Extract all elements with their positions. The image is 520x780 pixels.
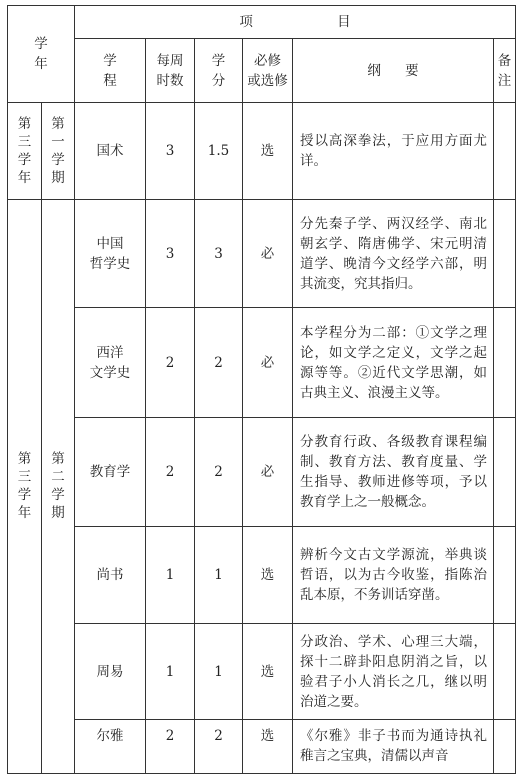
credits: 1 xyxy=(195,527,243,624)
credits: 1 xyxy=(195,624,243,720)
table-row xyxy=(8,624,516,720)
semester-cell xyxy=(42,103,75,200)
course-name: 尔雅 xyxy=(75,720,146,774)
year-label: 第三学年 xyxy=(17,451,32,521)
notes-cell xyxy=(494,527,516,624)
notes-cell xyxy=(494,308,516,418)
required-type: 必 xyxy=(243,200,293,308)
course-name: 中国 哲学史 xyxy=(75,200,146,308)
course-outline: 分政治、学术、心理三大端，探十二辟卦阳息阴消之旨，以验君子小人消长之几，继以明治道之要。 xyxy=(293,624,494,720)
course-name: 教育学 xyxy=(75,418,146,527)
semester-label: 第一学期 xyxy=(51,115,65,186)
notes-cell xyxy=(494,103,516,200)
header-required: 必修 或选修 xyxy=(243,39,293,103)
weekly-hours: 1 xyxy=(146,624,195,720)
header-item: 项 目 xyxy=(75,6,516,39)
header-course: 学 程 xyxy=(75,39,146,103)
course-name: 国术 xyxy=(75,103,146,200)
weekly-hours: 2 xyxy=(146,720,195,774)
header-notes: 备 注 xyxy=(494,39,516,103)
table-row xyxy=(8,527,516,624)
header-outline: 纲 要 xyxy=(293,39,494,103)
table-row xyxy=(8,418,516,527)
notes-cell xyxy=(494,418,516,527)
credits: 2 xyxy=(195,720,243,774)
year-cell xyxy=(8,200,42,774)
credits: 1.5 xyxy=(195,103,243,200)
course-outline: 分先秦子学、两汉经学、南北朝玄学、隋唐佛学、宋元明清道学、晚清今文经学六部，明其流变，究其指归。 xyxy=(293,200,494,308)
weekly-hours: 3 xyxy=(146,103,195,200)
course-name: 周易 xyxy=(75,624,146,720)
table-row xyxy=(8,200,516,308)
course-outline: 授以高深拳法，于应用方面尤详。 xyxy=(293,103,494,200)
required-type: 选 xyxy=(243,624,293,720)
semester-cell xyxy=(42,200,75,774)
required-type: 选 xyxy=(243,103,293,200)
required-type: 选 xyxy=(243,527,293,624)
weekly-hours: 2 xyxy=(146,418,195,527)
header-hours: 每周 时数 xyxy=(146,39,195,103)
semester-label: 第二学期 xyxy=(51,451,65,521)
course-outline: 辨析今文古文学源流，举典谈哲语，以为古今收鉴，指陈治乱本原，不务训话穿凿。 xyxy=(293,527,494,624)
weekly-hours: 1 xyxy=(146,527,195,624)
course-outline: 《尔雅》非子书而为通诗执礼稚言之宝典，清儒以声音 xyxy=(293,720,494,774)
required-type: 必 xyxy=(243,418,293,527)
credits: 2 xyxy=(195,308,243,418)
required-type: 选 xyxy=(243,720,293,774)
table-row xyxy=(8,308,516,418)
weekly-hours: 2 xyxy=(146,308,195,418)
credits: 2 xyxy=(195,418,243,527)
year-cell xyxy=(8,103,42,200)
weekly-hours: 3 xyxy=(146,200,195,308)
course-name: 西洋 文学史 xyxy=(75,308,146,418)
required-type: 必 xyxy=(243,308,293,418)
header-credits: 学 分 xyxy=(195,39,243,103)
year-label: 第三学年 xyxy=(17,115,32,186)
curriculum-table xyxy=(7,5,516,774)
notes-cell xyxy=(494,624,516,720)
course-outline: 分教育行政、各级教育课程编制、教育方法、教育度量、学生指导、教师进修等项，予以教育学上之一般概念。 xyxy=(293,418,494,527)
table-row xyxy=(8,720,516,774)
notes-cell xyxy=(494,200,516,308)
course-outline: 本学程分为二部：①文学之理论，如文学之定义，文学之起源等等。②近代文学思潮，如古典主义、浪漫主义等。 xyxy=(293,308,494,418)
table-row xyxy=(8,103,516,200)
header-year: 学 年 xyxy=(8,6,75,103)
credits: 3 xyxy=(195,200,243,308)
course-name: 尚书 xyxy=(75,527,146,624)
notes-cell xyxy=(494,720,516,774)
